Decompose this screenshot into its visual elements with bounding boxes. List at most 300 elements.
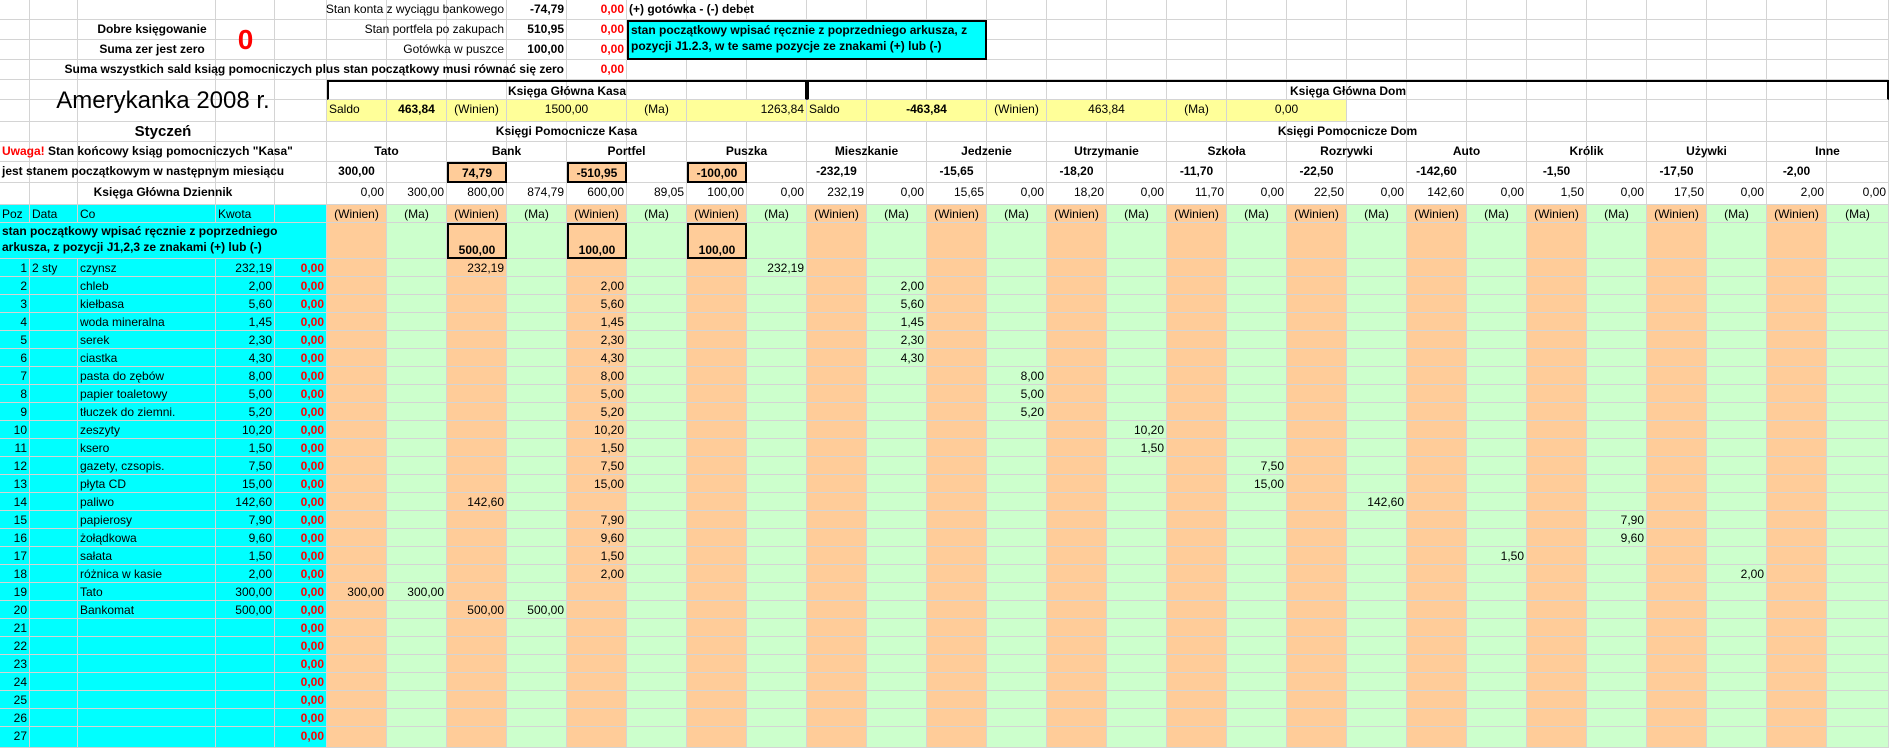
grid-cell[interactable]	[1347, 60, 1407, 80]
gotowka-value[interactable]: 100,00	[507, 40, 567, 60]
grid-cell[interactable]	[1407, 100, 1467, 122]
row-entry[interactable]	[1407, 259, 1467, 277]
row-check[interactable]: 0,00	[275, 331, 327, 349]
dom-winien-value[interactable]: 463,84	[1047, 100, 1167, 122]
row-entry[interactable]	[927, 331, 987, 349]
row-entry[interactable]	[387, 673, 447, 691]
grid-cell[interactable]	[1587, 60, 1647, 80]
row-kwota[interactable]: 5,00	[216, 385, 275, 403]
row-entry[interactable]	[1827, 709, 1889, 727]
row-entry[interactable]	[1827, 421, 1889, 439]
row-poz[interactable]: 16	[0, 529, 30, 547]
row-entry[interactable]	[1347, 529, 1407, 547]
row-entry[interactable]	[1707, 655, 1767, 673]
row-entry[interactable]	[1827, 673, 1889, 691]
row-entry[interactable]	[807, 385, 867, 403]
row-entry[interactable]	[1407, 547, 1467, 565]
account-name[interactable]: Utrzymanie	[1047, 142, 1167, 162]
row-entry[interactable]	[447, 691, 507, 709]
row-entry[interactable]	[1587, 313, 1647, 331]
account-saldo[interactable]: -17,50	[1647, 162, 1707, 183]
row-entry[interactable]	[1047, 547, 1107, 565]
row-entry[interactable]	[1107, 673, 1167, 691]
grid-cell[interactable]	[1527, 40, 1587, 60]
row-entry[interactable]	[1467, 511, 1527, 529]
grid-cell[interactable]	[1647, 20, 1707, 40]
grid-cell[interactable]	[387, 162, 447, 183]
account-ma-total[interactable]: 0,00	[987, 183, 1047, 205]
row-entry[interactable]	[627, 313, 687, 331]
row-poz[interactable]: 18	[0, 565, 30, 583]
winien-label[interactable]: (Winien)	[1527, 205, 1587, 223]
row-entry[interactable]	[627, 511, 687, 529]
grid-cell[interactable]	[1587, 100, 1647, 122]
row-entry[interactable]	[867, 457, 927, 475]
row-entry[interactable]	[1767, 673, 1827, 691]
row-entry[interactable]	[1767, 601, 1827, 619]
row-entry[interactable]	[1647, 673, 1707, 691]
row-entry[interactable]	[627, 385, 687, 403]
row-entry[interactable]	[387, 565, 447, 583]
row-entry[interactable]	[1167, 367, 1227, 385]
row-entry[interactable]	[867, 637, 927, 655]
row-entry[interactable]	[1167, 331, 1227, 349]
row-entry[interactable]	[447, 727, 507, 748]
row-entry[interactable]	[1587, 601, 1647, 619]
row-entry[interactable]	[1347, 511, 1407, 529]
row-entry[interactable]	[387, 493, 447, 511]
row-entry[interactable]	[1527, 727, 1587, 748]
row-entry[interactable]	[627, 619, 687, 637]
grid-cell[interactable]	[1347, 20, 1407, 40]
row-entry[interactable]	[1167, 421, 1227, 439]
row-entry[interactable]	[927, 619, 987, 637]
grid-cell[interactable]	[1107, 0, 1167, 20]
row-entry[interactable]	[1287, 691, 1347, 709]
row-entry[interactable]	[447, 331, 507, 349]
row-entry[interactable]	[1287, 421, 1347, 439]
kasa-ma-value[interactable]: 1263,84	[687, 100, 807, 122]
row-entry[interactable]	[987, 637, 1047, 655]
row-kwota[interactable]	[216, 691, 275, 709]
row-entry[interactable]	[1587, 385, 1647, 403]
row-entry[interactable]	[1407, 313, 1467, 331]
dom-pom-title[interactable]: Księgi Pomocnicze Dom	[807, 122, 1889, 142]
row-entry[interactable]	[1347, 619, 1407, 637]
row-co[interactable]	[78, 673, 216, 691]
row-entry[interactable]	[1227, 655, 1287, 673]
row-entry[interactable]	[747, 313, 807, 331]
row-entry[interactable]	[1827, 277, 1889, 295]
row-entry[interactable]	[867, 673, 927, 691]
row-entry[interactable]	[987, 295, 1047, 313]
row-entry[interactable]	[1347, 637, 1407, 655]
row-entry[interactable]	[1707, 601, 1767, 619]
row-entry[interactable]	[327, 691, 387, 709]
winien-label[interactable]: (Winien)	[1647, 205, 1707, 223]
row-entry[interactable]	[1047, 529, 1107, 547]
row-check[interactable]: 0,00	[275, 511, 327, 529]
row-entry[interactable]	[1827, 637, 1889, 655]
row-entry[interactable]	[1767, 277, 1827, 295]
row-kwota[interactable]	[216, 727, 275, 748]
row-entry[interactable]	[1107, 565, 1167, 583]
row-entry[interactable]	[327, 547, 387, 565]
row-entry[interactable]	[1227, 421, 1287, 439]
row-entry[interactable]	[1767, 475, 1827, 493]
ma-label[interactable]: (Ma)	[1707, 205, 1767, 223]
row-entry[interactable]	[1767, 691, 1827, 709]
row-entry[interactable]	[1467, 403, 1527, 421]
dom-ma-label[interactable]: (Ma)	[1167, 100, 1227, 122]
suma-wszystkich-label[interactable]: Suma wszystkich sald ksiąg pomocniczych plus stan początkowy musi równać się zero	[0, 60, 567, 80]
row-entry[interactable]	[927, 385, 987, 403]
account-winien-total[interactable]: 800,00	[447, 183, 507, 205]
row-entry[interactable]	[1827, 331, 1889, 349]
row-entry[interactable]	[1707, 673, 1767, 691]
row-entry[interactable]	[807, 619, 867, 637]
row-entry[interactable]	[1707, 493, 1767, 511]
row-entry[interactable]	[567, 601, 627, 619]
row-entry[interactable]	[327, 637, 387, 655]
row-entry[interactable]: 2,00	[567, 565, 627, 583]
row-kwota[interactable]: 8,00	[216, 367, 275, 385]
row-entry[interactable]	[747, 349, 807, 367]
row-entry[interactable]: 232,19	[747, 259, 807, 277]
row-entry[interactable]	[627, 421, 687, 439]
row-entry[interactable]	[447, 475, 507, 493]
row-entry[interactable]	[687, 601, 747, 619]
row-data[interactable]	[30, 403, 78, 421]
row-data[interactable]	[30, 511, 78, 529]
row-kwota[interactable]: 1,50	[216, 439, 275, 457]
account-winien-total[interactable]: 18,20	[1047, 183, 1107, 205]
row-entry[interactable]	[1767, 367, 1827, 385]
row-entry[interactable]	[987, 439, 1047, 457]
grid-cell[interactable]	[30, 0, 78, 20]
row-poz[interactable]: 11	[0, 439, 30, 457]
row-entry[interactable]	[1347, 673, 1407, 691]
row-entry[interactable]	[927, 403, 987, 421]
month-label[interactable]: Styczeń	[0, 122, 327, 142]
grid-cell[interactable]	[1347, 40, 1407, 60]
row-entry[interactable]	[1227, 529, 1287, 547]
row-entry[interactable]	[1167, 727, 1227, 748]
grid-cell[interactable]	[1467, 162, 1527, 183]
row-entry[interactable]	[687, 313, 747, 331]
row-entry[interactable]: 4,30	[567, 349, 627, 367]
row-entry[interactable]	[807, 529, 867, 547]
row-entry[interactable]	[1467, 565, 1527, 583]
grid-cell[interactable]	[627, 60, 687, 80]
row-kwota[interactable]: 5,60	[216, 295, 275, 313]
row-kwota[interactable]: 1,45	[216, 313, 275, 331]
row-check[interactable]: 0,00	[275, 385, 327, 403]
row-check[interactable]: 0,00	[275, 709, 327, 727]
row-entry[interactable]	[1527, 421, 1587, 439]
row-entry[interactable]	[1467, 583, 1527, 601]
row-entry[interactable]	[1347, 277, 1407, 295]
row-data[interactable]	[30, 349, 78, 367]
row-entry[interactable]	[1407, 367, 1467, 385]
grid-cell[interactable]	[1707, 40, 1767, 60]
grid-cell[interactable]	[1047, 0, 1107, 20]
account-saldo[interactable]: -18,20	[1047, 162, 1107, 183]
row-entry[interactable]	[627, 673, 687, 691]
row-entry[interactable]	[507, 637, 567, 655]
row-entry[interactable]	[1227, 313, 1287, 331]
row-entry[interactable]	[447, 457, 507, 475]
row-entry[interactable]	[1227, 385, 1287, 403]
row-entry[interactable]	[507, 403, 567, 421]
row-entry[interactable]	[1767, 547, 1827, 565]
row-entry[interactable]: 1,50	[1467, 547, 1527, 565]
row-entry[interactable]	[327, 655, 387, 673]
row-entry[interactable]	[1047, 673, 1107, 691]
row-entry[interactable]	[447, 421, 507, 439]
row-data[interactable]	[30, 313, 78, 331]
row-entry[interactable]	[987, 691, 1047, 709]
row-entry[interactable]	[1467, 421, 1527, 439]
row-entry[interactable]	[807, 565, 867, 583]
row-entry[interactable]	[1647, 439, 1707, 457]
row-entry[interactable]	[927, 313, 987, 331]
row-entry[interactable]	[807, 277, 867, 295]
winien-label[interactable]: (Winien)	[1047, 205, 1107, 223]
row-entry[interactable]	[1407, 511, 1467, 529]
row-poz[interactable]: 15	[0, 511, 30, 529]
row-entry[interactable]	[747, 673, 807, 691]
row-entry[interactable]	[507, 385, 567, 403]
account-start-ma[interactable]	[747, 223, 807, 259]
account-saldo[interactable]: -232,19	[807, 162, 867, 183]
row-entry[interactable]: 7,90	[567, 511, 627, 529]
row-entry[interactable]: 1,45	[867, 313, 927, 331]
account-name[interactable]: Puszka	[687, 142, 807, 162]
grid-cell[interactable]	[1227, 162, 1287, 183]
row-entry[interactable]	[1467, 601, 1527, 619]
row-data[interactable]	[30, 421, 78, 439]
row-entry[interactable]	[1107, 691, 1167, 709]
account-ma-total[interactable]: 0,00	[867, 183, 927, 205]
row-entry[interactable]	[507, 475, 567, 493]
row-entry[interactable]	[1827, 475, 1889, 493]
row-entry[interactable]	[1287, 709, 1347, 727]
row-entry[interactable]	[1407, 619, 1467, 637]
row-entry[interactable]	[1287, 619, 1347, 637]
row-entry[interactable]	[747, 421, 807, 439]
ma-label[interactable]: (Ma)	[1467, 205, 1527, 223]
row-entry[interactable]	[1047, 691, 1107, 709]
row-co[interactable]	[78, 637, 216, 655]
row-entry[interactable]	[1467, 457, 1527, 475]
row-entry[interactable]	[747, 583, 807, 601]
gotowka-check[interactable]: 0,00	[567, 40, 627, 60]
row-entry[interactable]	[627, 295, 687, 313]
account-winien-total[interactable]: 100,00	[687, 183, 747, 205]
row-entry[interactable]	[807, 295, 867, 313]
row-data[interactable]: 2 sty	[30, 259, 78, 277]
row-entry[interactable]	[1047, 349, 1107, 367]
row-entry[interactable]	[747, 565, 807, 583]
row-entry[interactable]	[1047, 367, 1107, 385]
row-entry[interactable]: 500,00	[507, 601, 567, 619]
row-check[interactable]: 0,00	[275, 421, 327, 439]
row-entry[interactable]	[507, 439, 567, 457]
row-entry[interactable]	[1407, 331, 1467, 349]
row-entry[interactable]: 7,50	[1227, 457, 1287, 475]
row-entry[interactable]	[1407, 673, 1467, 691]
row-entry[interactable]	[1707, 583, 1767, 601]
row-entry[interactable]	[387, 277, 447, 295]
row-entry[interactable]	[1647, 457, 1707, 475]
row-check[interactable]: 0,00	[275, 673, 327, 691]
row-co[interactable]: ksero	[78, 439, 216, 457]
grid-cell[interactable]	[0, 0, 30, 20]
row-poz[interactable]: 13	[0, 475, 30, 493]
row-entry[interactable]	[327, 295, 387, 313]
row-entry[interactable]	[1227, 349, 1287, 367]
row-entry[interactable]	[567, 673, 627, 691]
row-entry[interactable]	[747, 385, 807, 403]
row-entry[interactable]	[1347, 367, 1407, 385]
row-entry[interactable]	[927, 457, 987, 475]
row-entry[interactable]	[1827, 727, 1889, 748]
grid-cell[interactable]	[1827, 162, 1889, 183]
row-entry[interactable]	[447, 655, 507, 673]
account-start[interactable]	[1527, 223, 1587, 259]
row-entry[interactable]	[1767, 295, 1827, 313]
row-entry[interactable]	[1647, 367, 1707, 385]
row-entry[interactable]	[1107, 331, 1167, 349]
row-entry[interactable]	[1587, 565, 1647, 583]
row-entry[interactable]	[627, 331, 687, 349]
row-data[interactable]	[30, 673, 78, 691]
row-check[interactable]: 0,00	[275, 439, 327, 457]
grid-cell[interactable]	[1347, 100, 1407, 122]
grid-cell[interactable]	[1767, 40, 1827, 60]
winien-label[interactable]: (Winien)	[1767, 205, 1827, 223]
row-entry[interactable]	[1827, 367, 1889, 385]
row-entry[interactable]	[807, 637, 867, 655]
row-entry[interactable]	[1047, 565, 1107, 583]
grid-cell[interactable]	[1647, 100, 1707, 122]
row-entry[interactable]	[447, 295, 507, 313]
row-entry[interactable]	[687, 619, 747, 637]
row-entry[interactable]	[1107, 457, 1167, 475]
row-check[interactable]: 0,00	[275, 295, 327, 313]
row-entry[interactable]	[1047, 601, 1107, 619]
row-entry[interactable]	[987, 583, 1047, 601]
row-entry[interactable]	[807, 493, 867, 511]
row-entry[interactable]	[507, 511, 567, 529]
row-entry[interactable]	[387, 655, 447, 673]
row-entry[interactable]	[1707, 547, 1767, 565]
row-entry[interactable]	[927, 439, 987, 457]
row-entry[interactable]	[1767, 331, 1827, 349]
grid-cell[interactable]	[747, 60, 807, 80]
row-entry[interactable]	[1287, 547, 1347, 565]
account-ma-total[interactable]: 0,00	[1587, 183, 1647, 205]
row-entry[interactable]	[807, 331, 867, 349]
account-name[interactable]: Auto	[1407, 142, 1527, 162]
bank-value[interactable]: -74,79	[507, 0, 567, 20]
row-entry[interactable]	[807, 727, 867, 748]
row-co[interactable]	[78, 655, 216, 673]
row-entry[interactable]	[327, 673, 387, 691]
account-start-ma[interactable]	[627, 223, 687, 259]
row-entry[interactable]	[1107, 511, 1167, 529]
row-co[interactable]: woda mineralna	[78, 313, 216, 331]
row-entry[interactable]	[1527, 511, 1587, 529]
row-entry[interactable]	[867, 475, 927, 493]
row-entry[interactable]	[1167, 601, 1227, 619]
row-kwota[interactable]: 232,19	[216, 259, 275, 277]
row-entry[interactable]: 10,20	[1107, 421, 1167, 439]
row-entry[interactable]	[1407, 529, 1467, 547]
grid-cell[interactable]	[1107, 60, 1167, 80]
account-ma-total[interactable]: 0,00	[747, 183, 807, 205]
account-winien-total[interactable]: 22,50	[1287, 183, 1347, 205]
row-entry[interactable]	[1347, 295, 1407, 313]
row-entry[interactable]	[1047, 637, 1107, 655]
row-entry[interactable]	[1047, 727, 1107, 748]
ma-label[interactable]: (Ma)	[507, 205, 567, 223]
row-entry[interactable]	[927, 295, 987, 313]
row-entry[interactable]	[687, 637, 747, 655]
row-entry[interactable]	[1647, 511, 1707, 529]
row-entry[interactable]	[447, 565, 507, 583]
account-ma-total[interactable]: 874,79	[507, 183, 567, 205]
row-entry[interactable]	[1527, 601, 1587, 619]
bank-label[interactable]: Stan konta z wyciągu bankowego	[275, 0, 507, 20]
ma-label[interactable]: (Ma)	[387, 205, 447, 223]
ma-label[interactable]: (Ma)	[1347, 205, 1407, 223]
row-entry[interactable]	[1827, 295, 1889, 313]
row-entry[interactable]	[627, 655, 687, 673]
row-check[interactable]: 0,00	[275, 637, 327, 655]
row-entry[interactable]	[1287, 313, 1347, 331]
row-entry[interactable]	[1107, 367, 1167, 385]
row-co[interactable]: Tato	[78, 583, 216, 601]
row-entry[interactable]	[927, 547, 987, 565]
row-entry[interactable]	[567, 727, 627, 748]
row-poz[interactable]: 23	[0, 655, 30, 673]
row-kwota[interactable]	[216, 637, 275, 655]
row-entry[interactable]	[927, 493, 987, 511]
row-entry[interactable]	[1347, 349, 1407, 367]
row-entry[interactable]	[1347, 439, 1407, 457]
row-poz[interactable]: 1	[0, 259, 30, 277]
row-entry[interactable]	[807, 259, 867, 277]
row-entry[interactable]	[1227, 619, 1287, 637]
row-entry[interactable]	[1527, 349, 1587, 367]
account-name[interactable]: Rozrywki	[1287, 142, 1407, 162]
row-entry[interactable]	[1107, 547, 1167, 565]
row-entry[interactable]	[507, 709, 567, 727]
row-entry[interactable]	[627, 601, 687, 619]
row-entry[interactable]	[627, 727, 687, 748]
row-entry[interactable]	[627, 439, 687, 457]
suma-check[interactable]: 0,00	[567, 60, 627, 80]
grid-cell[interactable]	[1287, 60, 1347, 80]
row-kwota[interactable]	[216, 709, 275, 727]
row-kwota[interactable]: 142,60	[216, 493, 275, 511]
row-entry[interactable]	[387, 709, 447, 727]
account-saldo[interactable]: -142,60	[1407, 162, 1467, 183]
row-entry[interactable]	[627, 691, 687, 709]
row-entry[interactable]	[327, 475, 387, 493]
